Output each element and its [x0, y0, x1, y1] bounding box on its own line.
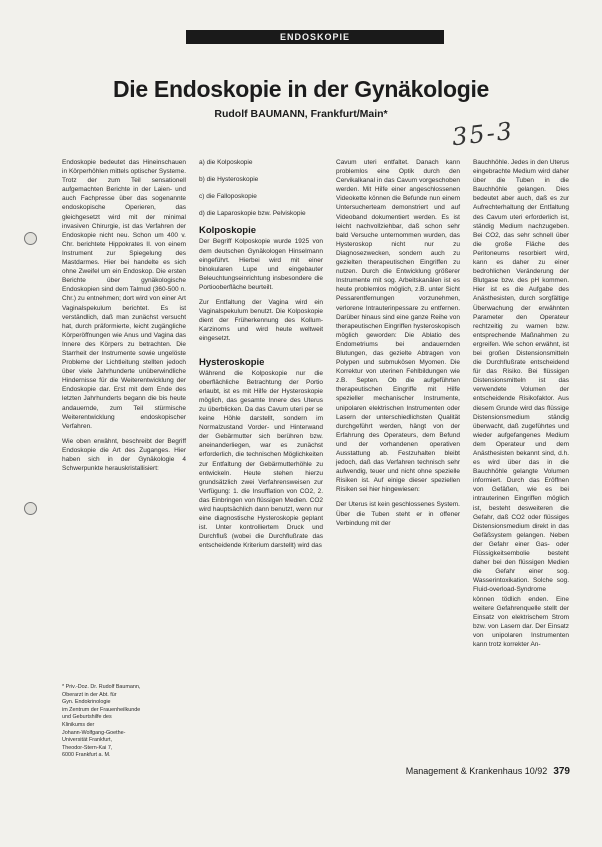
- intro-paragraph: Endoskopie bedeutet das Hineinschauen in Körperhöhlen mittels optischer Systeme. Trotz der zum Teil sensationell aufgemachten Berichte in der Laien- und auch Fachpresse über das sogenannte endoskopische Operieren, das gleichgesetzt wird mit der minimal invasiven Chirurgie, ist das Verfahren der Endoskopie nicht neu. Schon um 400 v. Chr. berichtete Hippokrates II. von einem Instrument zur Spiegelung des Mastdarmes. Hier bei handelte es sich ohne Zweifel um ein Endoskop. Die ersten Berichte über gynäkologische Endoskopien sind dem Talmud (360-500 n. Chr.) zu entnehmen; dort wird von einer Art Vaginalspekulum berichtet. Es ist verständlich, daß man zunächst versucht hat, durch präformierte, leicht zugängliche Körperöffnungen wie Anus und Vagina das Innere des Körpers zu betrachten. Die Starrheit der Instrumente sowie ungelöste Probleme der Lichtleitung stellten jedoch über viele Jahrhunderte unüberwindliche Hindernisse für die Weiterentwicklung der Endoskopie dar. Erst mit dem Ende des letzten Jahrhunderts begann die bis heute andauernde, zum Teil stürmische Weiterentwicklung endoskopischer Verfahren.: [62, 159, 186, 430]
- list-item: c) die Falloposkopie: [199, 193, 257, 201]
- column-1: [62, 158, 186, 479]
- column-4: [473, 158, 569, 655]
- handwritten-note: 35-3: [450, 116, 516, 152]
- list-item: b) die Hysteroskopie: [199, 176, 259, 184]
- punch-hole-top: [24, 232, 37, 245]
- list-item: a) die Kolposkopie: [199, 159, 253, 166]
- punch-hole-bottom: [24, 502, 37, 515]
- hysteroskopie-paragraph: Während die Kolposkopie nur die oberflächliche Betrachtung der Portio erlaubt, ist es mit Hilfe der Hysteroskopie möglich, das gesamte Innere des Uterus zu überblicken. Da das Cavum uteri per se keine Höhle darstellt, sondern im Normalzustand Vorder- und Hinterwand der Gebärmutter sich berühren bzw. aneinanderliegen, war es zunächst erforderlich, die technischen Möglichkeiten zur Entfaltung der Gebärmutterhöhle zu entwickeln. Heute stehen hierzu grundsätzlich zwei Verfahrensweisen zur Verfügung: 1. die Insufflation von CO2, 2. das Einbringen von flüssigen Medien. CO2 wird hauptsächlich dann benutzt, wenn nur eine diagnostische Hysteroskopie geplant ist. Unter kontrolliertem Druck und Durchfluß (wobei die Durchflußrate das entscheidende Kriterium darstellt) wird das: [199, 369, 323, 550]
- article-author: Rudolf BAUMANN, Frankfurt/Main*: [214, 108, 388, 120]
- column-3-paragraph-1: Cavum uteri entfaltet. Danach kann problemlos eine Optik durch den Cervikalkanal in das Cavum vorgeschoben werden. Mit Hilfe einer angeschlossenen Videokette können die Befunde nun einem Untersucherteam demonstriert und auf Videoband dokumentiert werden. Es ist leicht nachvollziehbar, daß schon sehr bald Versuche unternommen wurden, das Hysteroskop nicht nur zu Diagnosezwecken, sondern auch zu gezielten therapeutischen Eingriffen zu nutzen. Durch die Entwicklung größerer Instrumente mit sog. Arbeitskanälen ist es heute problemlos möglich, z.B. unter Sicht Pessarentfernungen vorzunehmen, verlorene Intrauterinpessare zu entfernen. Darüber hinaus sind eine ganze Reihe von therapeutischen Eingriffen hysteroskopisch möglich geworden: Die Ablatio des Endometriums bei andauernden Blutungen, das gezielte Abtragen von Polypen und submukösen Myomen. Die Korrektur von uterinen Fehlbildungen wie z.B. Septen. Ob die aufgeführten therapeutischen Eingriffe mit Hilfe spezieller mechanischer Instrumente, unipolaren elektrischen Instrumenten oder Lasern der unterschiedlichsten Qualität durchgeführt werden, hängt von der Erfahrung des Operateurs, dem Befund und der vorhandenen operativen Ausstattung ab. Festzuhalten bleibt jedoch, daß das Verfahren technisch sehr aufwendig, teuer und nicht ohne spezielle Risiken ist. Auf einige dieser speziellen Risiken sei hier hingewiesen:: [336, 159, 460, 494]
- author-footnote: * Priv.-Doz. Dr. Rudolf Baumann, Oberarzt in der Abt. für Gyn. Endokrinologie im Zentrum der Frauenheilkunde und Geburtshilfe des Klinikums der Johann-Wolfgang-Goethe- Universität Frankfurt, Theodor-Stern-Kai 7, 6000 Frankfurt a. M.: [62, 684, 141, 759]
- heading-hysteroskopie: Hysteroskopie: [199, 356, 265, 368]
- column-3-paragraph-2: Der Uterus ist kein geschlossenes System. Über die Tuben steht er in offener Verbindung mit der: [336, 501, 460, 527]
- kolposkopie-paragraph-1: Der Begriff Kolposkopie wurde 1925 von dem deutschen Gynäkologen Hinselmann eingeführt. Hierbei wird mit einer binokularen Lupe und eingebauter Beleuchtungseinrichtung insbesondere die Portiooberfläche beurteilt.: [199, 238, 323, 291]
- intro-paragraph-2: Wie oben erwähnt, beschreibt der Begriff Endoskopie die Art des Zuganges. Hier haben sich in der Gynäkologie 4 Schwerpunkte herauskristallisiert:: [62, 437, 186, 473]
- heading-kolposkopie: Kolposkopie: [199, 225, 257, 237]
- page-number: 379: [553, 766, 570, 777]
- journal-name: Management & Krankenhaus 10/92: [405, 766, 548, 776]
- endoscopy-list: [199, 158, 323, 218]
- column-3: [336, 158, 460, 534]
- column-2: [199, 158, 323, 556]
- kolposkopie-paragraph-2: Zur Entfaltung der Vagina wird ein Vaginalspekulum benutzt. Die Kolposkopie dient der Früherkennung des Kollum-Karzinoms und wird heute weltweit eingesetzt.: [199, 299, 323, 343]
- article-title: Die Endoskopie in der Gynäkologie: [112, 76, 490, 102]
- section-label: ENDOSKOPIE: [186, 30, 444, 44]
- column-4-paragraph: Bauchhöhle. Jedes in den Uterus eingebrachte Medium wird daher über die Tuben in die Bauchhöhle gelangen. Dies bedeutet aber auch, daß es zur Aufrechterhaltung der Entfaltung des Cavum uteri erforderlich ist, ständig Medium nachzugeben. Bei CO2, das sehr schnell über die große Fläche des Peritoneums resorbiert wird, kann es daher zu einer bedrohlichen Veränderung der Blutgase bzw. des pH kommen. Hier ist es die Aufgabe des Anästhesisten, durch sorgfältige Überwachung der erwähnten Parameter den Operateur rechtzeitig zu warnen bzw. entsprechende Maßnahmen zu ergreifen. Wie schon erwähnt, ist bei großen Distensionsmitteln die Durchflußrate entscheidend für das Risiko. Bei flüssigen Distensionsmitteln ist das verwendete Volumen der entscheidende Risikofaktor. Aus diesem Grunde wird das flüssige Distensionsmedium ständig überwacht, daß zugeführtes und wieder aufgefangenes Medium dem Operateur und dem Anästhesisten bekannt sind, d.h. es wird über das in die Bauchhöhle gelangte Volumen informiert. Durch das Eröffnen von Gefäßen, wie es bei intrauterinen Eingriffen möglich ist, besteht desweiteren die Gefahr, daß CO2 oder flüssiges Distensionsmedium direkt in das Gefäßsystem gelangen. Neben der Gefahr einer Gas- oder Flüssigkeitsembolie besteht daher bei den flüssigen Medien die Gefahr einer sog. Wasserintoxikation. Solche sog. Fluid-overload-Syndrome können tödlich enden. Eine weitere Gefahrenquelle stellt der Einsatz von elektrischem Strom bzw. von Lasern dar. Der Einsatz von unipolaren Instrumenten kann trotz korrekter An-: [473, 159, 569, 648]
- page-footer: [400, 766, 570, 777]
- list-item: d) die Laparoskopie bzw. Pelviskopie: [199, 210, 306, 218]
